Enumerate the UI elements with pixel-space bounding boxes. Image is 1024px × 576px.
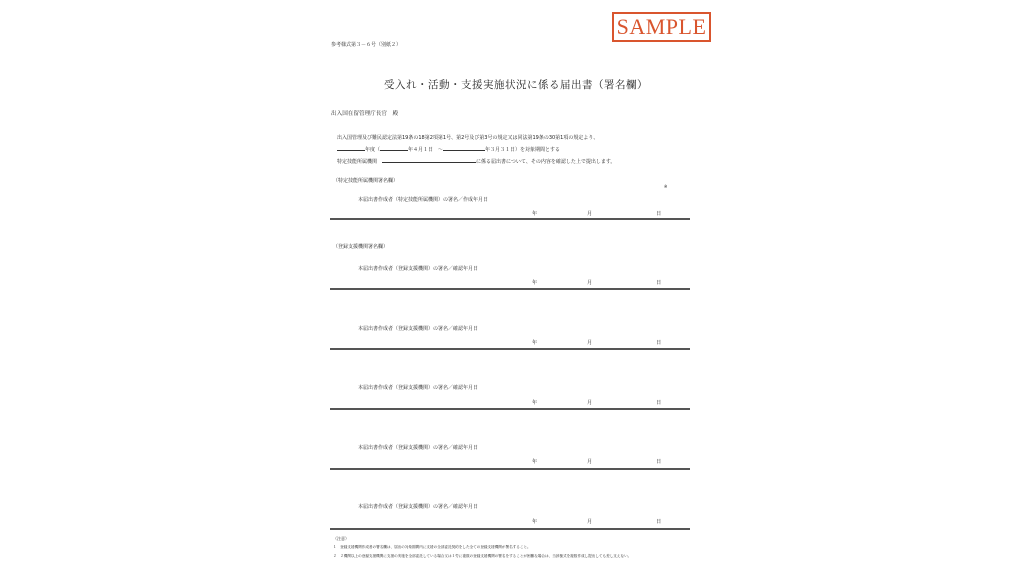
section1-signature-line[interactable] (330, 218, 690, 220)
entry-day: 日 (656, 459, 662, 465)
note-2: ２ ２機関以上の登録支援機関に支援の実施を全部委託している場合又は１労に複数の登録支援機関の署名をすることが困難な場合は、当該様式を複数作成し提出しても差し支えない。 (333, 554, 632, 558)
entry-year: 年 (532, 280, 538, 286)
year-blank-3[interactable] (443, 145, 485, 151)
entry-signature-label: 本届出書作成者（登録支援機関）の署名／確認年月日 (358, 385, 479, 391)
year-blank-1[interactable] (337, 145, 365, 151)
entry-signature-label: 本届出書作成者（登録支援機関）の署名／確認年月日 (358, 445, 479, 451)
entry-year: 年 (532, 400, 538, 406)
note-1: １ 登録支援機関作成者の署名欄は、届出の対象期間内に支援の全部委託契約をした全ての登録支援機関が署名すること。 (333, 545, 531, 549)
form-reference: 参考様式第３－６号（別紙２） (331, 42, 402, 48)
year-blank-2[interactable] (380, 145, 408, 151)
entry-signature-line[interactable] (330, 408, 690, 410)
entry-month: 月 (587, 519, 593, 525)
section1-year: 年 (532, 211, 538, 217)
sample-stamp: SAMPLE (612, 12, 711, 42)
section2-heading: （登録支援機関署名欄） (333, 244, 389, 250)
intro-line-1: 出入国管理及び難民認定法第19条の18第2項第1号、第2号及び第3号の規定又は同法第19条の30第1項の規定より、 (337, 135, 599, 141)
entry-month: 月 (587, 459, 593, 465)
entry-month: 月 (587, 280, 593, 286)
entry-month: 月 (587, 400, 593, 406)
entry-signature-line[interactable] (330, 468, 690, 470)
section1-note-mark: ※ (664, 184, 668, 189)
entry-signature-line[interactable] (330, 288, 690, 290)
entry-day: 日 (656, 340, 662, 346)
entry-signature-label: 本届出書作成者（登録支援機関）の署名／確認年月日 (358, 504, 479, 510)
intro-line-3: 特定技能所属機関 に係る届出書について、その内容を確認した上で提出します。 (337, 159, 616, 165)
entry-signature-line[interactable] (330, 348, 690, 350)
intro-line-2: 年度（ 年４月１日 ～ 年３月３１日）を対象期間とする (337, 145, 560, 153)
entry-signature-line[interactable] (330, 528, 690, 530)
section1-signature-label: 本届出書作成者（特定技能所属機関）の署名／作成年月日 (358, 197, 489, 203)
organization-name-blank[interactable] (382, 157, 476, 163)
addressee: 出入国在留管理庁長官 殿 (331, 111, 399, 117)
entry-year: 年 (532, 459, 538, 465)
document-title: 受入れ・活動・支援実施状況に係る届出書（署名欄） (384, 79, 648, 91)
section1-heading: （特定技能所属機関署名欄） (333, 178, 399, 184)
notes-heading: （注意） (333, 536, 349, 541)
entry-month: 月 (587, 340, 593, 346)
entry-signature-label: 本届出書作成者（登録支援機関）の署名／確認年月日 (358, 326, 479, 332)
section1-day: 日 (656, 211, 662, 217)
entry-year: 年 (532, 519, 538, 525)
entry-day: 日 (656, 519, 662, 525)
entry-day: 日 (656, 280, 662, 286)
entry-signature-label: 本届出書作成者（登録支援機関）の署名／確認年月日 (358, 266, 479, 272)
entry-year: 年 (532, 340, 538, 346)
entry-day: 日 (656, 400, 662, 406)
section1-month: 月 (587, 211, 593, 217)
